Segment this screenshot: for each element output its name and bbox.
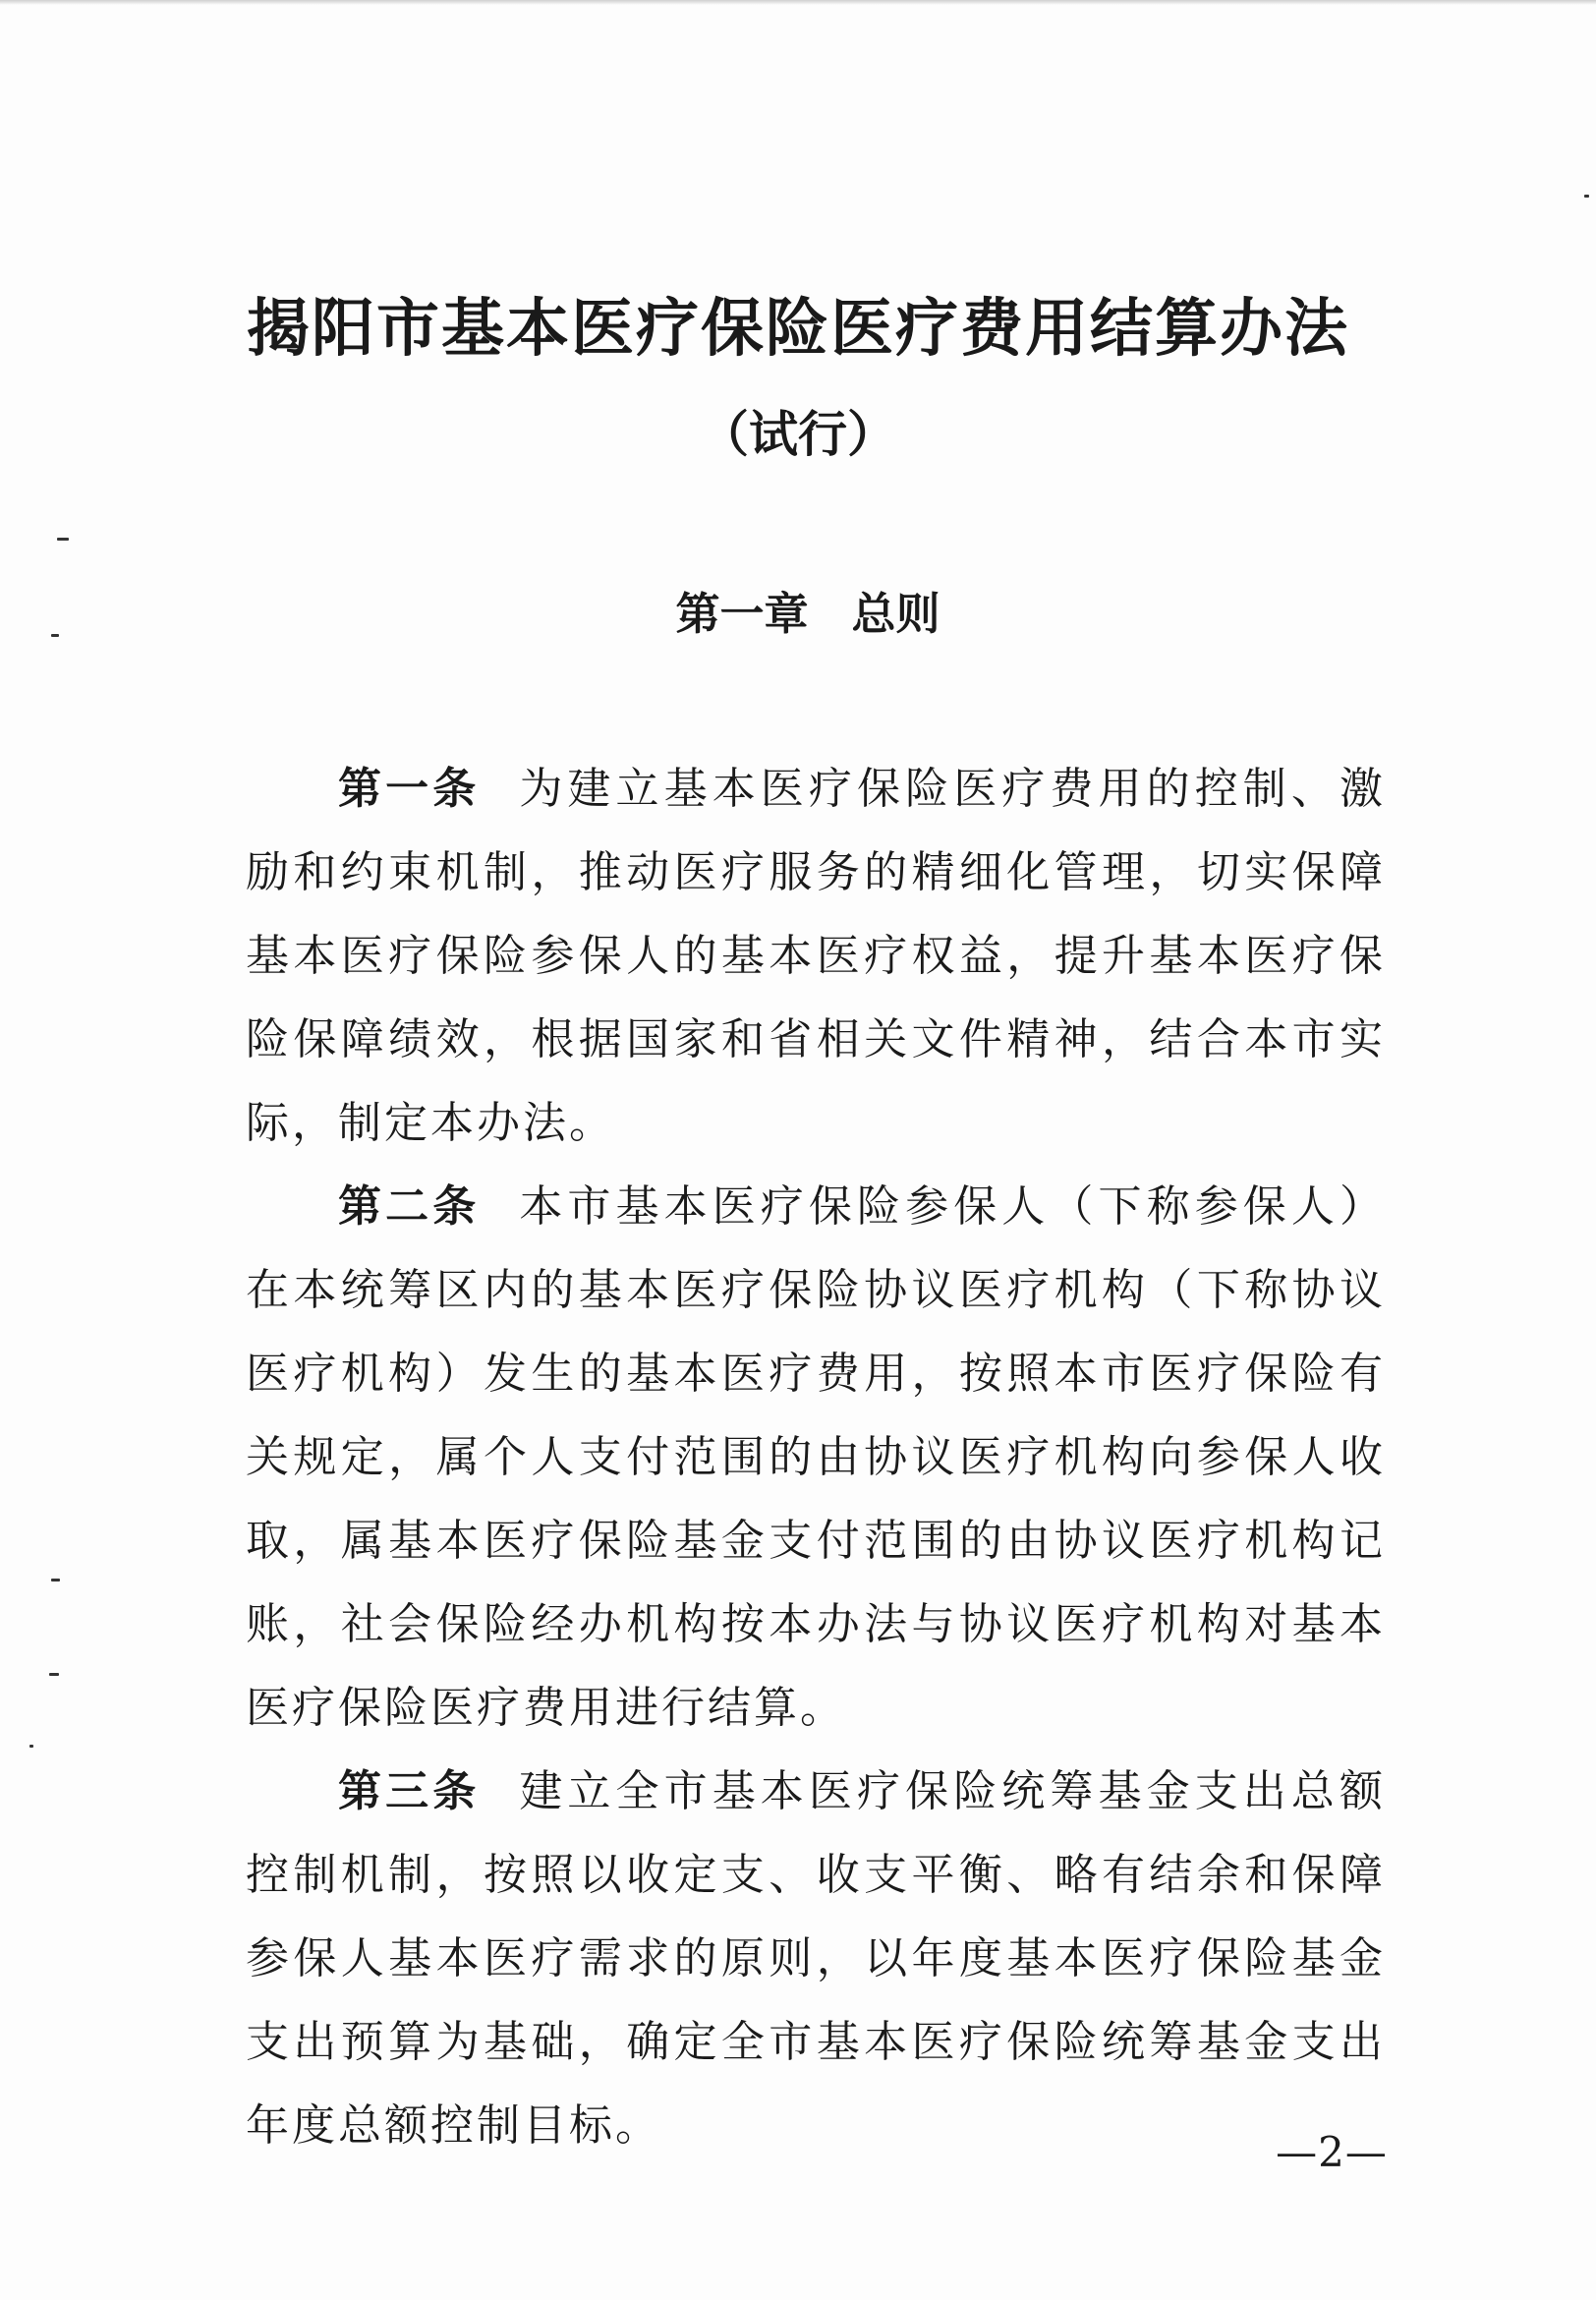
article-text: 为建立基本医疗保险医疗费用的控制、激励和约束机制，推动医疗服务的精细化管理，切实保障基本医疗保险参保人的基本医疗权益，提升基本医疗保险保障绩效，根据国家和省相关文件精神，结合本市实际，制定本办法。 [246, 764, 1387, 1148]
scan-top-edge [0, 0, 1596, 5]
article-text: 本市基本医疗保险参保人（下称参保人）在本统筹区内的基本医疗保险协议医疗机构（下称协议医疗机构）发生的基本医疗费用，按照本市医疗保险有关规定，属个人支付范围的由协议医疗机构向参保人收取，属基本医疗保险基金支付范围的由协议医疗机构记账，社会保险经办机构按本办法与协议医疗机构对基本医疗保险医疗费用进行结算。 [246, 1181, 1387, 1733]
chapter-name: 总则 [851, 588, 940, 640]
scan-mark [49, 1673, 59, 1676]
article-1 [246, 747, 1386, 1165]
article-label: 第三条 [338, 1766, 481, 1816]
article-3 [246, 1750, 1386, 2167]
page-number: —2— [1276, 2128, 1388, 2176]
scan-mark [51, 634, 59, 637]
document-subtitle: （试行） [700, 406, 896, 463]
article-label: 第二条 [338, 1181, 481, 1232]
document-body [246, 747, 1386, 2167]
chapter-heading [0, 580, 1596, 649]
article-2 [246, 1165, 1386, 1750]
document-title: 揭阳市基本医疗保险医疗费用结算办法 [247, 293, 1349, 366]
article-label: 第一条 [338, 764, 481, 814]
scan-mark [51, 1579, 60, 1581]
scan-mark [1584, 195, 1589, 198]
article-text: 建立全市基本医疗保险统筹基金支出总额控制机制，按照以收定支、收支平衡、略有结余和保障参保人基本医疗需求的原则，以年度基本医疗保险基金支出预算为基础，确定全市基本医疗保险统筹基金支出年度总额控制目标。 [246, 1766, 1387, 2151]
chapter-number: 第一章 [675, 588, 809, 640]
scan-mark [57, 538, 69, 541]
scan-mark [29, 1745, 33, 1748]
